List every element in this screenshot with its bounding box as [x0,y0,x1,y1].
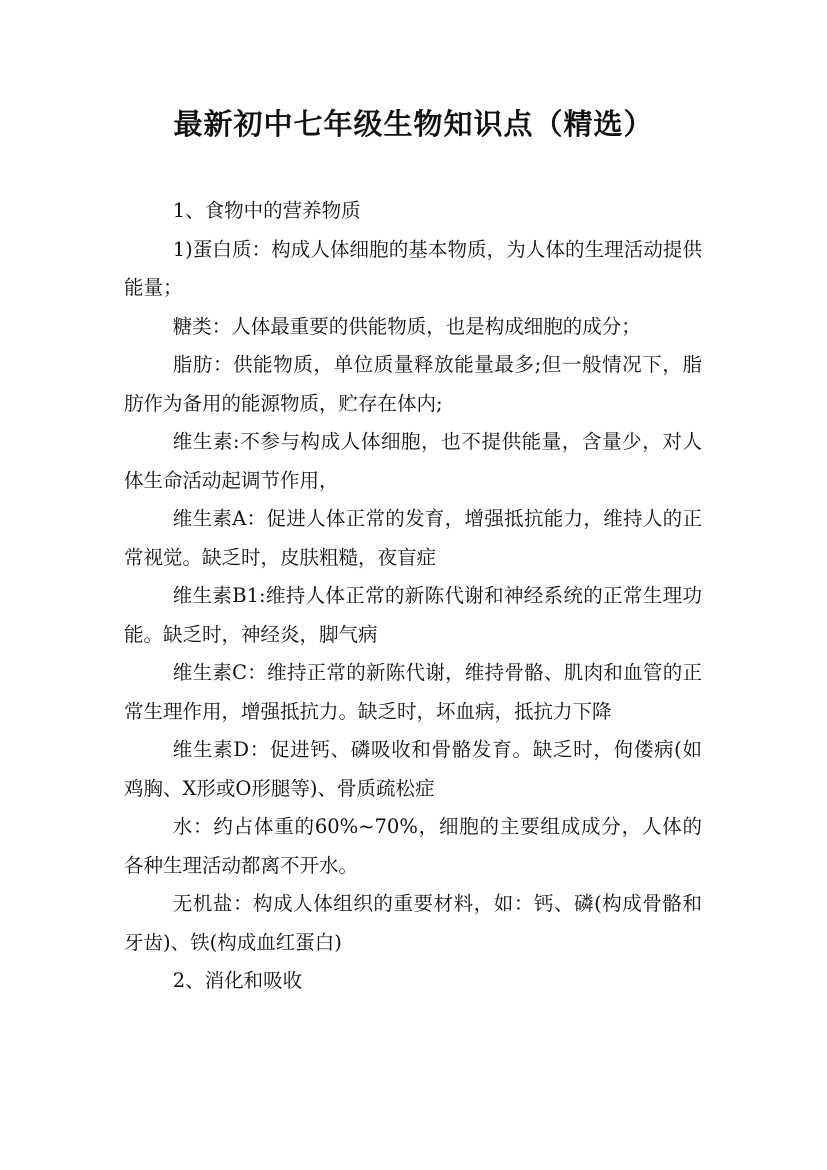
document-title: 最新初中七年级生物知识点（精选） [173,107,654,141]
paragraph-section-1-heading: 1、食物中的营养物质 [172,199,361,222]
paragraph-vitamins: 维生素:不参与构成人体细胞，也不提供能量，含量少，对人体生命活动起调节作用， [124,430,702,492]
paragraph-fat: 脂肪：供能物质，单位质量释放能量最多;但一般情况下，脂肪作为备用的能源物质，贮存在体内; [124,353,702,415]
paragraph-vitamin-b1: 维生素B1:维持人体正常的新陈代谢和神经系统的正常生理功能。缺乏时，神经炎，脚气病 [124,584,702,646]
document-body [124,192,702,1001]
paragraph-section-2-heading: 2、消化和吸收 [172,969,303,992]
paragraph-carbohydrate: 糖类：人体最重要的供能物质，也是构成细胞的成分； [172,314,641,338]
paragraph-water: 水：约占体重的60%~70%，细胞的主要组成成分，人体的各种生理活动都离不开水。 [124,815,702,877]
paragraph-vitamin-d: 维生素D：促进钙、磷吸收和骨骼发育。缺乏时，佝偻病(如鸡胸、X形或O形腿等)、骨质疏松症 [124,738,702,800]
paragraph-vitamin-a: 维生素A：促进人体正常的发育，增强抵抗能力，维持人的正常视觉。缺乏时，皮肤粗糙，夜盲症 [124,507,702,569]
paragraph-minerals: 无机盐：构成人体组织的重要材料，如：钙、磷(构成骨骼和牙齿)、铁(构成血红蛋白) [124,892,702,954]
paragraph-protein: 1)蛋白质：构成人体细胞的基本物质，为人体的生理活动提供能量； [124,237,702,299]
paragraph-vitamin-c: 维生素C：维持正常的新陈代谢，维持骨骼、肌肉和血管的正常生理作用，增强抵抗力。缺乏时，坏血病，抵抗力下降 [124,661,702,723]
